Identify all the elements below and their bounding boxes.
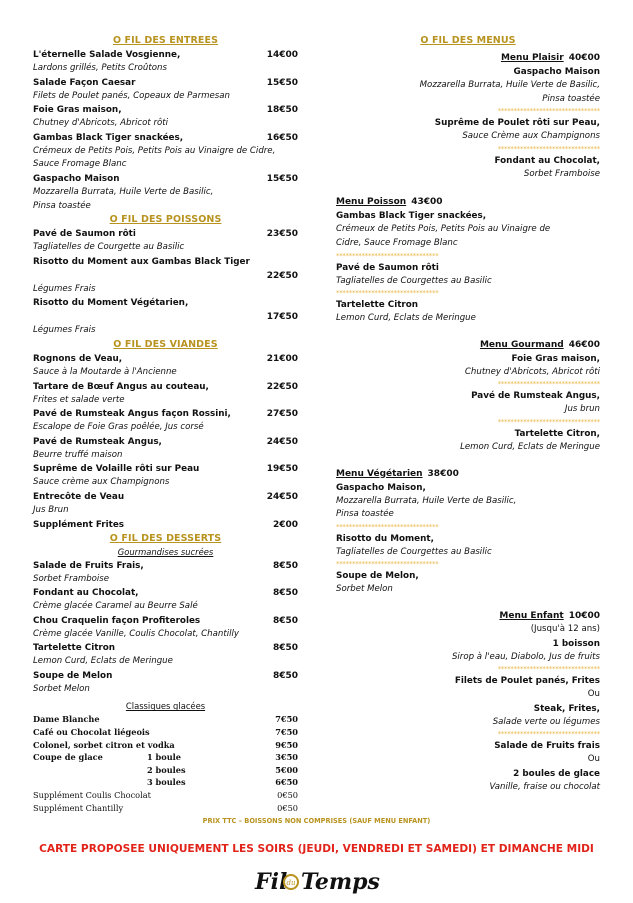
dish-price: 8€50 [272,670,298,681]
course-name: Filets de Poulet panés, Frites [454,676,600,687]
dish-description: Beurre truffé maison [33,449,123,460]
ice-cream-row [33,789,298,802]
menu-price: 40€00 [568,53,600,63]
dish-price: 24€50 [266,436,298,447]
dish-description: Sauce à la Moutarde à l'Ancienne [33,366,177,377]
dish-description: Sorbet Framboise [33,573,110,584]
menu-item-row [33,255,298,269]
dish-description: Tagliatelles de Courgette au Basilic [33,242,185,253]
dish-price: 22€50 [266,270,298,281]
dish-name: Suprême de Volaille rôti sur Peau [33,464,200,475]
menu-item-row [33,310,298,324]
course-note: Ou [587,689,600,700]
course-description: Pinsa toastée [542,93,600,104]
dish-price: 15€50 [266,173,298,184]
dish-description: Crème glacée Vanille, Coulis Chocolat, Chantilly [33,628,239,639]
dish-price: 8€50 [272,560,298,571]
menu-item-row [33,380,298,394]
menu-header-vegetarien [336,467,600,481]
menu-item-row [33,407,298,421]
logo-text-left: Fil [255,869,288,895]
ice-cream-row [33,713,298,726]
course-name: Fondant au Chocolat, [494,155,600,166]
menu-item-row [33,490,298,504]
dish-price: 8€50 [272,588,298,599]
dish-name: Pavé de Rumsteak Angus, [33,436,162,447]
course-description: Lemon Curd, Eclats de Meringue [336,313,476,324]
fil-du-temps-logo [249,862,389,898]
ice-cream-size [147,802,207,815]
menu-price: 46€00 [568,339,600,350]
course-description: Mozzarella Burrata, Huile Verte de Basilic, [336,495,517,506]
dish-description: Escalope de Foie Gras poêlée, Jus corsé [33,422,204,433]
dish-name: Chou Craquelin façon Profiteroles [33,615,201,626]
ice-cream-price: 7€50 [275,714,298,725]
menu-item-row [33,435,298,449]
course-description: Sorbet Melon [336,584,393,595]
dish-name: Gambas Black Tiger snackées, [33,132,184,143]
dish-description: Frites et salade verte [33,394,125,405]
dish-description: Pinsa toastée [33,200,91,211]
star-divider: ******************************** [497,380,600,389]
star-divider: ******************************** [497,107,600,116]
star-divider: ******************************** [336,251,439,260]
menu-header-gourmand [336,338,600,352]
ice-cream-name: Café ou Chocolat liégeois [33,727,150,738]
ice-cream-price: 3€50 [275,752,298,763]
ice-cream-price: 5€00 [275,764,298,775]
menu-item-row [33,172,298,186]
section-title-entrees: O FIL DES ENTREES [112,35,219,46]
ice-cream-name: Coupe de glace [33,752,103,763]
footer-price-note: PRIX TTC – BOISSONS NON COMPRISES (SAUF MENU ENFANT) [202,817,431,825]
menu-item-row [33,614,298,628]
left-column [33,34,298,814]
course-description: Sirop à l'eau, Diabolo, Jus de fruits [451,651,600,662]
menu-header-poisson [336,195,600,209]
dish-price: 8€50 [272,615,298,626]
menu-item-row [33,518,298,532]
dish-price: 17€50 [266,312,298,323]
logo-text-mid: du [286,879,296,887]
logo-text-right: Temps [301,869,380,895]
dish-name: Tartare de Bœuf Angus au couteau, [33,381,209,392]
dish-name: Tartelette Citron [33,643,116,654]
ice-cream-name: Supplément Chantilly [33,802,124,813]
course-description: Pinsa toastée [336,509,394,520]
course-name: Tartelette Citron [336,300,419,311]
course-description: Vanille, fraise ou chocolat [489,781,600,792]
menu-item-row [33,103,298,117]
course-name: 2 boules de glace [513,768,600,779]
menu-item-row [33,669,298,683]
menu-item-row [33,352,298,366]
course-description: Crémeux de Petits Pois, Petits Pois au Vinaigre de [336,224,551,235]
course-name: Risotto du Moment, [336,533,434,544]
dish-price: 21€00 [266,353,298,364]
glaces-title: Classiques glacées [125,701,206,712]
ice-cream-size [147,789,207,802]
dish-price: 15€50 [266,77,298,88]
course-name: Pavé de Saumon rôti [336,262,439,273]
star-divider: ******************************** [497,144,600,153]
menu-price: 38€00 [427,468,459,479]
menu-item-row [33,76,298,90]
course-description: Chutney d'Abricots, Abricot rôti [464,366,600,377]
ice-cream-size [147,713,207,726]
star-divider: ******************************** [497,730,600,739]
dish-price: 14€00 [266,50,298,60]
course-description: Jus brun [564,404,600,415]
ice-cream-name: Colonel, sorbet citron et vodka [33,739,175,750]
star-divider: ******************************** [336,289,439,298]
ice-cream-row [33,726,298,739]
ice-cream-size: 1 boule [147,752,182,763]
dish-description: Jus Brun [33,504,69,515]
menu-item-row [33,269,298,283]
ice-cream-price: 9€50 [275,739,298,750]
menu-name: Menu Plaisir [500,53,564,63]
dish-name: Entrecôte de Veau [33,491,125,502]
dish-name: Foie Gras maison, [33,105,122,116]
menu-item-row [33,559,298,573]
section-subtitle-desserts: Gourmandises sucrées [117,546,214,557]
star-divider: ******************************** [497,417,600,426]
dish-description: Mozzarella Burrata, Huile Verte de Basilic, [33,186,214,197]
ice-cream-row [33,802,298,815]
ice-cream-row [33,739,298,752]
menu-price: 43€00 [411,197,443,208]
course-note: (Jusqu'à 12 ans) [530,623,600,634]
dish-description: Légumes Frais [33,325,96,336]
dish-description: Lemon Curd, Eclats de Meringue [33,656,173,667]
star-divider: ******************************** [336,560,439,569]
ice-cream-price: 7€50 [275,727,298,738]
ice-cream-name [33,764,147,777]
star-divider: ******************************** [336,522,439,531]
course-name: Salade de Fruits frais [494,741,600,752]
ice-cream-price: 0€50 [277,802,298,813]
menu-item-row [33,296,298,310]
course-description: Tagliatelles de Courgettes au Basilic [336,546,492,557]
menu-name: Menu Enfant [499,610,564,621]
ice-cream-row [33,764,298,777]
dish-name: Risotto du Moment Végétarien, [33,298,189,309]
menu-name: Menu Gourmand [479,339,564,350]
course-name: Suprême de Poulet rôti sur Peau, [434,118,600,129]
dish-name: L'éternelle Salade Vosgienne, [33,50,181,60]
course-name: Tartelette Citron, [514,428,600,439]
menu-item-row [33,586,298,600]
menu-item-row [33,131,298,145]
menu-header-enfant [336,609,600,623]
ice-cream-price: 6€50 [275,777,298,788]
course-description: Mozzarella Burrata, Huile Verte de Basilic, [419,80,600,90]
course-description: Sorbet Framboise [523,168,600,179]
dish-price: 8€50 [272,643,298,654]
ice-cream-name: Dame Blanche [33,714,100,725]
course-description: Salade verte ou légumes [492,716,600,727]
course-name: Gambas Black Tiger snackées, [336,211,487,222]
course-note: Ou [587,754,600,765]
section-title-menus: O FIL DES MENUS [420,35,516,46]
section-title-poissons: O FIL DES POISSONS [109,214,222,226]
course-description: Cidre, Sauce Fromage Blanc [336,237,458,248]
course-description: Sauce Crème aux Champignons [462,131,600,142]
menu-item-row [33,462,298,476]
dish-price: 18€50 [266,105,298,116]
right-column [336,34,600,794]
course-name: Pavé de Rumsteak Angus, [471,391,600,402]
dish-name: Pavé de Rumsteak Angus façon Rossini, [33,409,231,420]
section-title-viandes: O FIL DES VIANDES [113,338,218,350]
dish-price: 23€50 [266,229,298,240]
menu-name: Menu Végétarien [336,468,423,479]
dish-name: Salade Façon Caesar [33,77,136,88]
ice-cream-row [33,776,298,789]
dish-price: 22€50 [266,381,298,392]
course-description: Tagliatelles de Courgettes au Basilic [336,275,492,286]
dish-description: Légumes Frais [33,283,96,294]
dish-description: Filets de Poulet panés, Copeaux de Parmesan [33,90,230,101]
footer-service-note: CARTE PROPOSEE UNIQUEMENT LES SOIRS (JEUDI, VENDREDI ET SAMEDI) ET DIMANCHE MIDI [39,843,594,855]
dish-description: Sorbet Melon [33,683,90,694]
menu-name: Menu Poisson [336,197,407,208]
dish-description: Crémeux de Petits Pois, Petits Pois au Vinaigre de Cidre, Sauce Fromage Blanc [33,145,276,170]
dish-name: Supplément Frites [33,519,125,530]
menu-item-row [33,641,298,655]
dish-name: Risotto du Moment aux Gambas Black Tiger [33,256,250,267]
ice-cream-name: Supplément Coulis Chocolat [33,790,151,801]
dish-description: Sauce crème aux Champignons [33,477,170,488]
dish-name: Rognons de Veau, [33,353,123,364]
menu-item-row [33,48,298,62]
course-name: Steak, Frites, [533,703,600,714]
ice-cream-size: 2 boules [147,764,186,775]
ice-cream-size [147,726,207,739]
course-description: Lemon Curd, Eclats de Meringue [460,441,600,452]
course-name: 1 boisson [552,638,600,649]
course-name: Foie Gras maison, [511,353,600,364]
course-name: Soupe de Melon, [336,571,419,582]
dish-name: Salade de Fruits Frais, [33,560,144,571]
course-name: Gaspacho Maison, [336,482,426,493]
dish-description: Crème glacée Caramel au Beurre Salé [33,601,198,612]
dish-price: 24€50 [266,491,298,502]
menu-price: 10€00 [568,610,600,621]
dish-name: Soupe de Melon [33,670,113,681]
dish-description: Lardons grillés, Petits Croûtons [33,63,167,73]
ice-cream-size: 3 boules [147,777,186,788]
ice-cream-name [33,776,147,789]
dish-price: 27€50 [266,409,298,420]
dish-name: Fondant au Chocolat, [33,588,139,599]
dish-name: Gaspacho Maison [33,173,120,184]
dish-price: 16€50 [266,132,298,143]
dish-price: 2€00 [272,519,298,530]
dish-description: Chutney d'Abricots, Abricot rôti [33,118,169,129]
dish-price: 19€50 [266,464,298,475]
ice-cream-row [33,751,298,764]
menu-item-row [33,227,298,241]
menu-header-plaisir [336,51,600,65]
ice-cream-price: 0€50 [277,790,298,801]
course-name: Gaspacho Maison [513,67,600,77]
ice-cream-size [147,739,207,752]
star-divider: ******************************** [497,665,600,674]
dish-name: Pavé de Saumon rôti [33,229,136,240]
section-title-desserts: O FIL DES DESSERTS [109,532,222,544]
